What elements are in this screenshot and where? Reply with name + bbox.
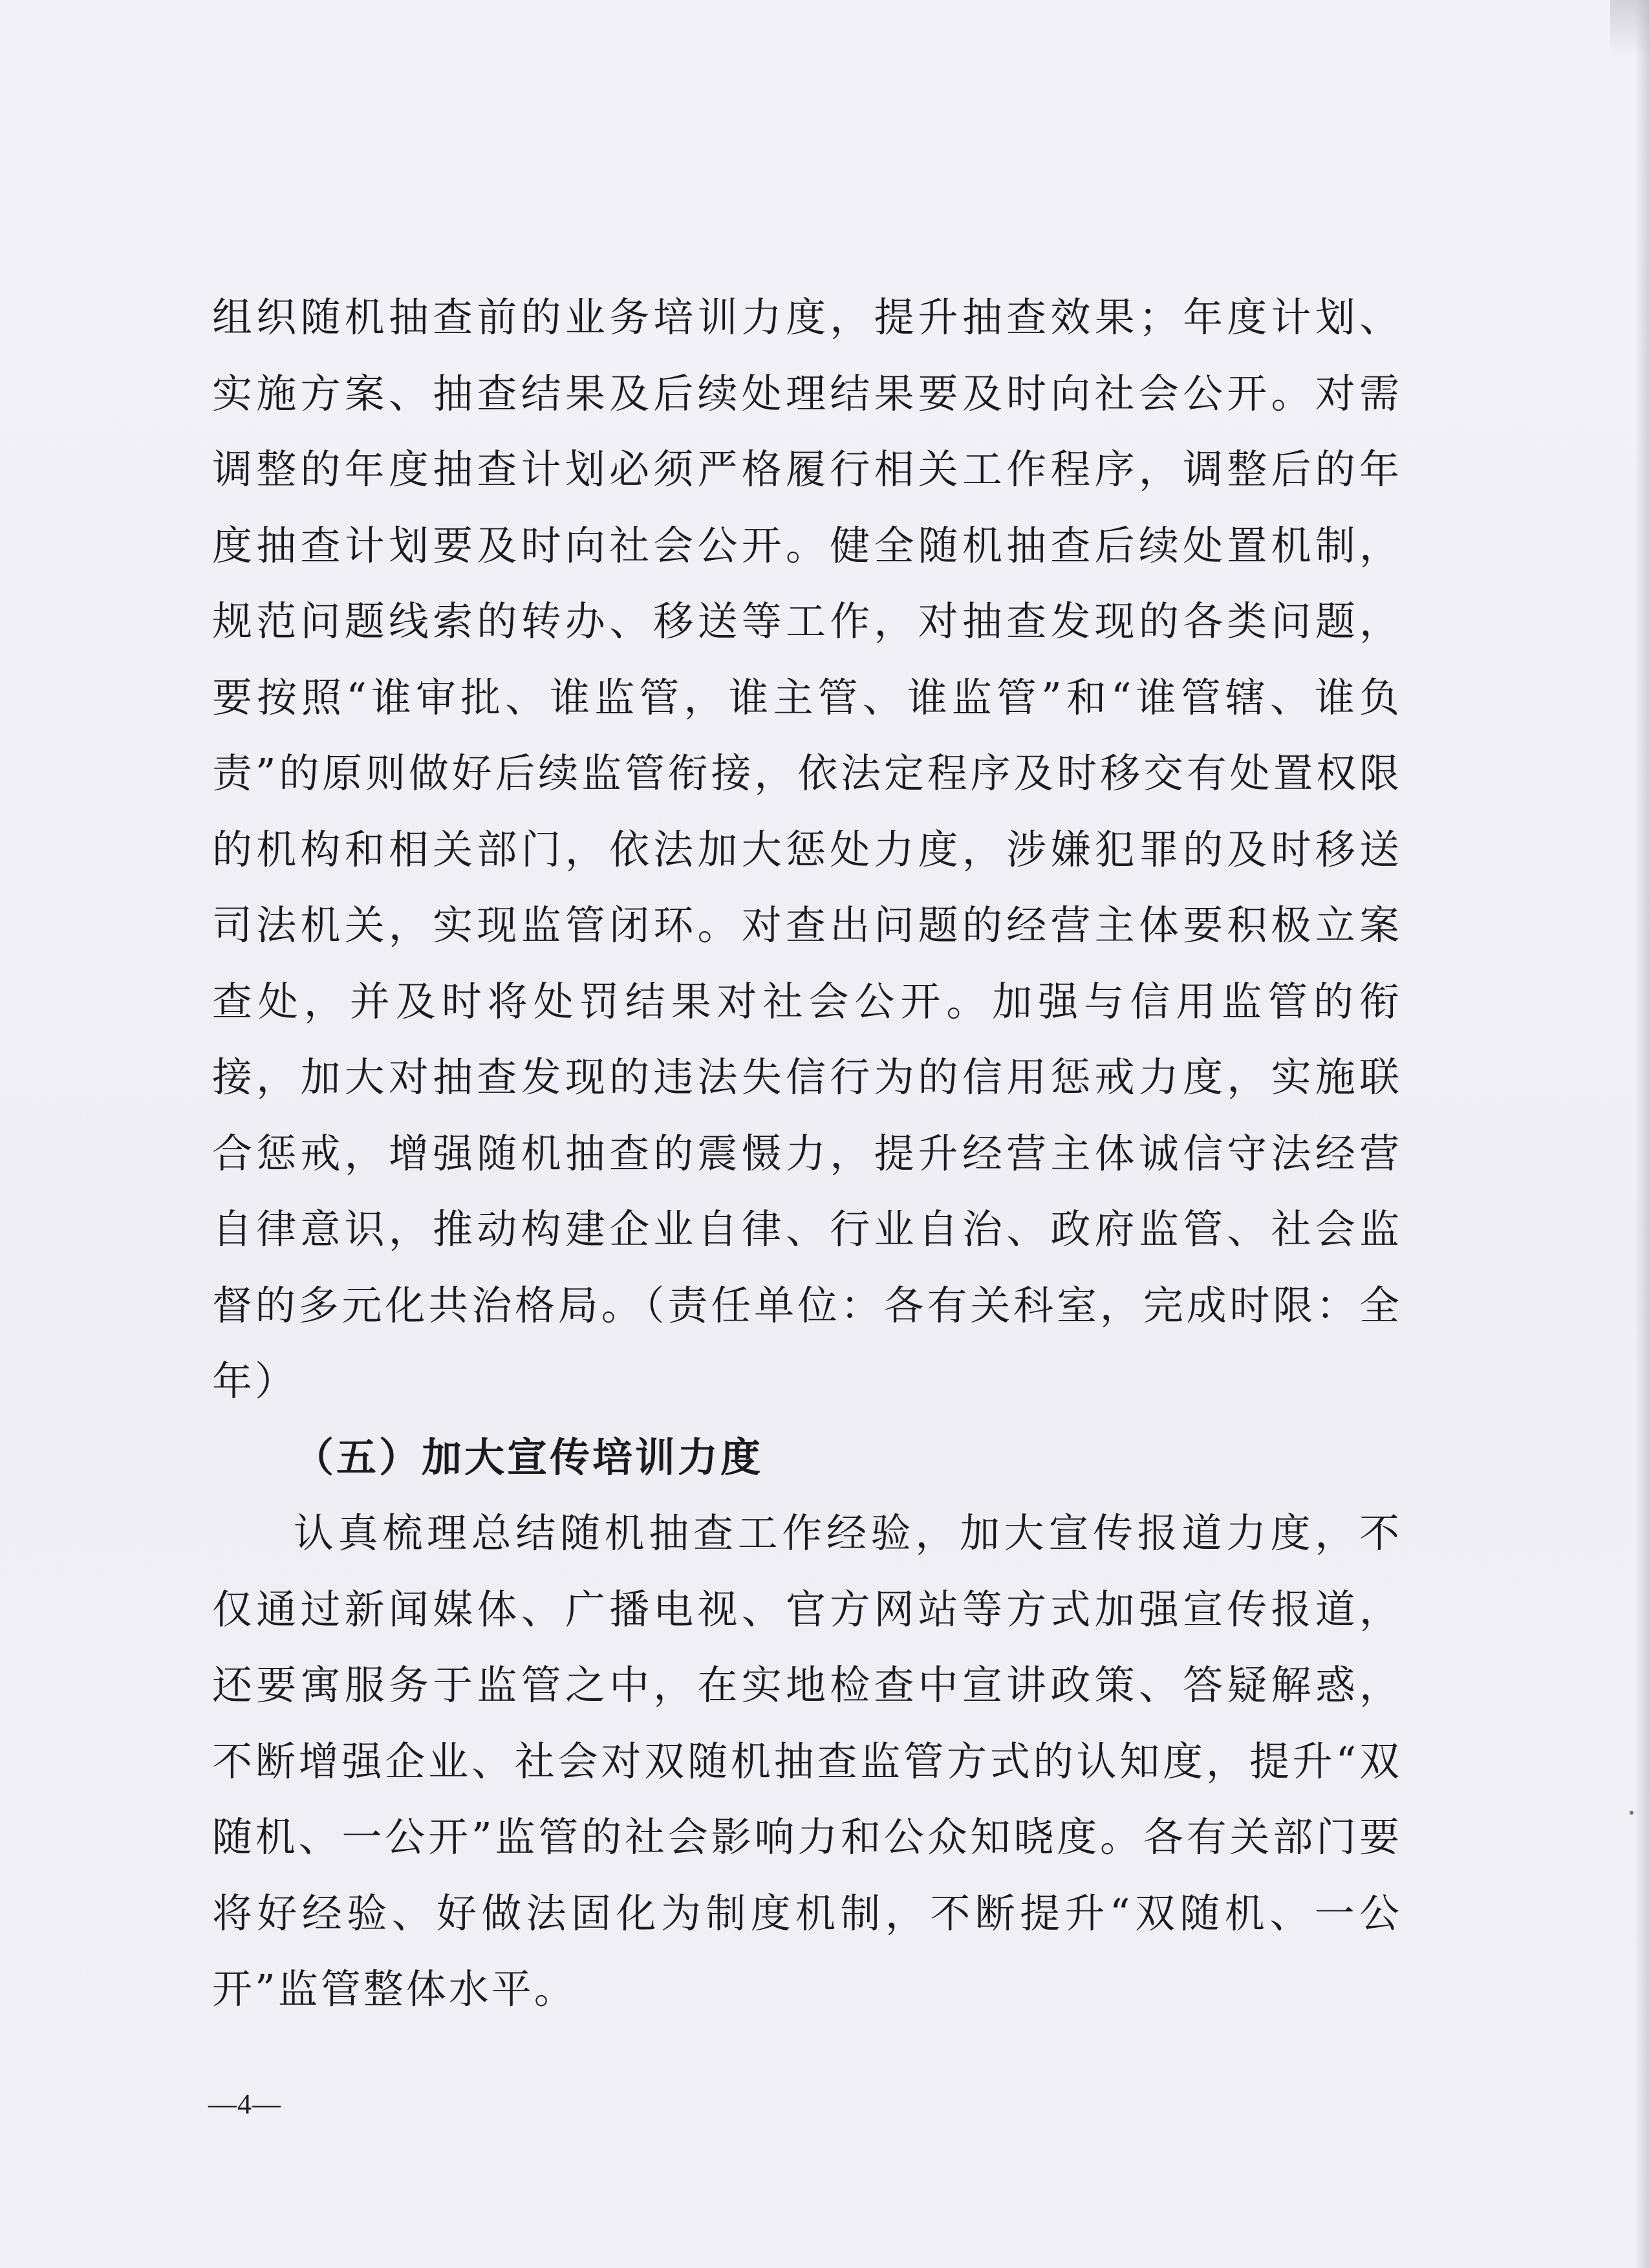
- section-heading-5: （五）加大宣传培训力度: [294, 1433, 764, 1481]
- paragraph-continuation: 组织随机抽查前的业务培训力度，提升抽查效果；年度计划、实施方案、抽查结果及后续处理结果要及时向社会公开。对需调整的年度抽查计划必须严格履行相关工作程序，调整后的年度抽查计划要及时向社会公开。健全随机抽查后续处置机制，规范问题线索的转办、移送等工作，对抽查发现的各类问题，要按照“谁审批、谁监管，谁主管、谁监管”和“谁管辖、谁负责”的原则做好后续监管衔接，依法定程序及时移交有处置权限的机构和相关部门，依法加大惩处力度，涉嫌犯罪的及时移送司法机关，实现监管闭环。对查出问题的经营主体要积极立案查处，并及时将处罚结果对社会公开。加强与信用监管的衔接，加大对抽查发现的违法失信行为的信用惩戒力度，实施联合惩戒，增强随机抽查的震慑力，提升经营主体诚信守法经营自律意识，推动构建企业自律、行业自治、政府监管、社会监督的多元化共治格局。（责任单位：各有关科室，完成时限：全年）: [212, 294, 1402, 1405]
- paragraph-publicity: 认真梳理总结随机抽查工作经验，加大宣传报道力度，不仅通过新闻媒体、广播电视、官方网站等方式加强宣传报道，还要寓服务于监管之中，在实地检查中宣讲政策、答疑解惑，不断增强企业、社会对双随机抽查监管方式的认知度，提升“双随机、一公开”监管的社会影响力和公众知晓度。各有关部门要将好经验、好做法固化为制度机制，不断提升“双随机、一公开”监管整体水平。: [212, 1509, 1402, 2013]
- scan-speck: [1630, 1811, 1633, 1815]
- page-number: —4—: [208, 2088, 281, 2120]
- scan-edge-right: [1635, 0, 1649, 2268]
- document-body: [212, 279, 1402, 2027]
